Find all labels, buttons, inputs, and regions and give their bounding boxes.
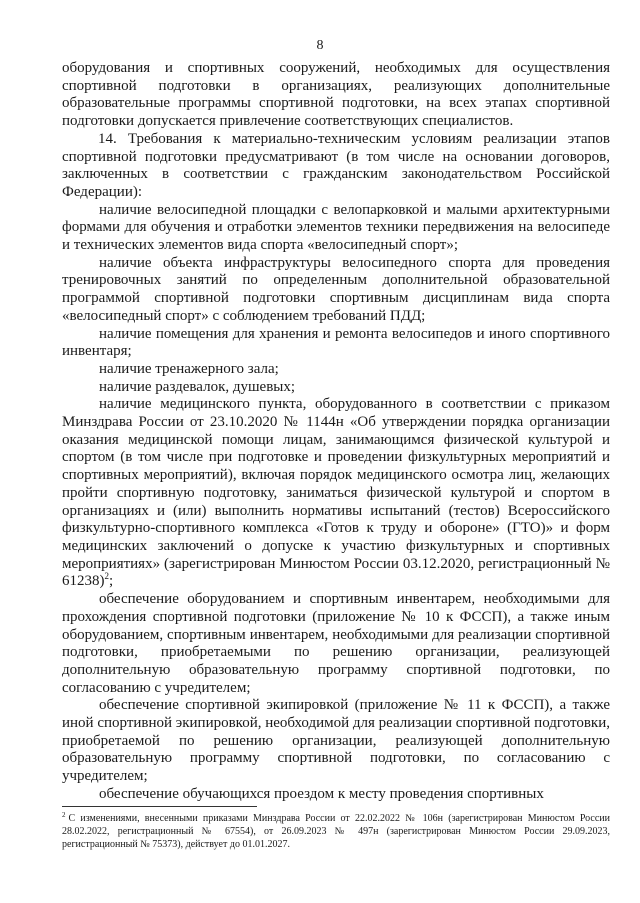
- paragraph-item-14: 14. Требования к материально-техническим условиям реализации этапов спортивной подготовки предусматривают (в том числе на основании договоров, заключенных в соответствии с гражданским законодательством Российской Федерации):: [62, 130, 610, 200]
- paragraph-travel: обеспечение обучающихся проездом к месту проведения спортивных: [99, 785, 544, 802]
- footnote-reference: 2: [104, 571, 109, 582]
- paragraph-cycling-area: наличие велосипедной площадки с велопарковкой и малыми архитектурными формами для обучения и отработки элементов техники передвижения на велосипеде и технических элементов вида спорта «велосипедный спорт»;: [62, 201, 610, 254]
- footnote: [62, 812, 610, 851]
- paragraph-continuation: оборудования и спортивных сооружений, необходимых для осуществления спортивной подготовки в организациях, реализующих дополнительные образовательные программы спортивной подготовки, на всех этапах спортивной подготовки допускается привлечение соответствующих специалистов.: [62, 60, 610, 130]
- paragraph-locker-rooms: наличие раздевалок, душевых;: [99, 378, 296, 395]
- page-number: 8: [316, 38, 324, 53]
- paragraph-infrastructure: наличие объекта инфраструктуры велосипедного спорта для проведения тренировочных занятий по определенным дополнительной образовательной программой спортивной подготовки спортивным дисциплинам вида спорта «велосипедный спорт» с соблюдением требований ПДД;: [62, 254, 610, 324]
- paragraph-sports-gear: обеспечение спортивной экипировкой (приложение № 11 к ФССП), а также иной спортивной экипировкой, необходимой для реализации спортивной подготовки, приобретаемой по решению организации, реализующей дополнительную образовательную программу спортивной подготовки, по согласованию с учредителем;: [62, 697, 610, 785]
- medical-point-text: наличие медицинского пункта, оборудованного в соответствии с приказом Минздрава России от 23.10.2020 № 1144н «Об утверждении порядка организации оказания медицинской помощи лицам, занимающимся физической культурой и спортом (в том числе при подготовке и проведении физкультурных мероприятий и спортивных мероприятий), включая порядок медицинского осмотра лиц, желающих пройти спортивную подготовку, заниматься физической культурой и спортом в организациях и (или) выполнить нормативы испытаний (тестов) Всероссийского физкультурно-спортивного комплекса «Готов к труду и обороне» (ГТО)» и форм медицинских заключений о допуске к участию физкультурных и спортивных мероприятиях» (зарегистрирован Минюстом России 03.12.2020, регистрационный № 61238): [62, 396, 610, 590]
- paragraph-storage-room: наличие помещения для хранения и ремонта велосипедов и иного спортивного инвентаря;: [62, 325, 610, 360]
- paragraph-equipment: обеспечение оборудованием и спортивным инвентарем, необходимыми для прохождения спортивной подготовки (приложение № 10 к ФССП), а также иным оборудованием, спортивным инвентарем, необходимыми для реализации спортивной подготовки, приобретаемыми по решению организации, реализующей дополнительную образовательную программу спортивной подготовки, по согласованию с учредителем;: [62, 591, 610, 696]
- body-text: [62, 60, 610, 804]
- footnote-number: 2: [62, 810, 66, 819]
- medical-point-tail: ;: [109, 573, 114, 590]
- paragraph-medical-point: [62, 396, 610, 591]
- footnote-separator: [62, 806, 257, 807]
- paragraph-gym: наличие тренажерного зала;: [99, 360, 279, 377]
- footnote-text: С изменениями, внесенными приказами Минздрава России от 22.02.2022 № 106н (зарегистрирован Минюстом России 28.02.2022, регистрационный № 67554), от 26.09.2023 № 497н (зарегистрирован Минюстом России 29.09.2023, регистрационный № 75373), действует до 01.01.2027.: [62, 813, 610, 850]
